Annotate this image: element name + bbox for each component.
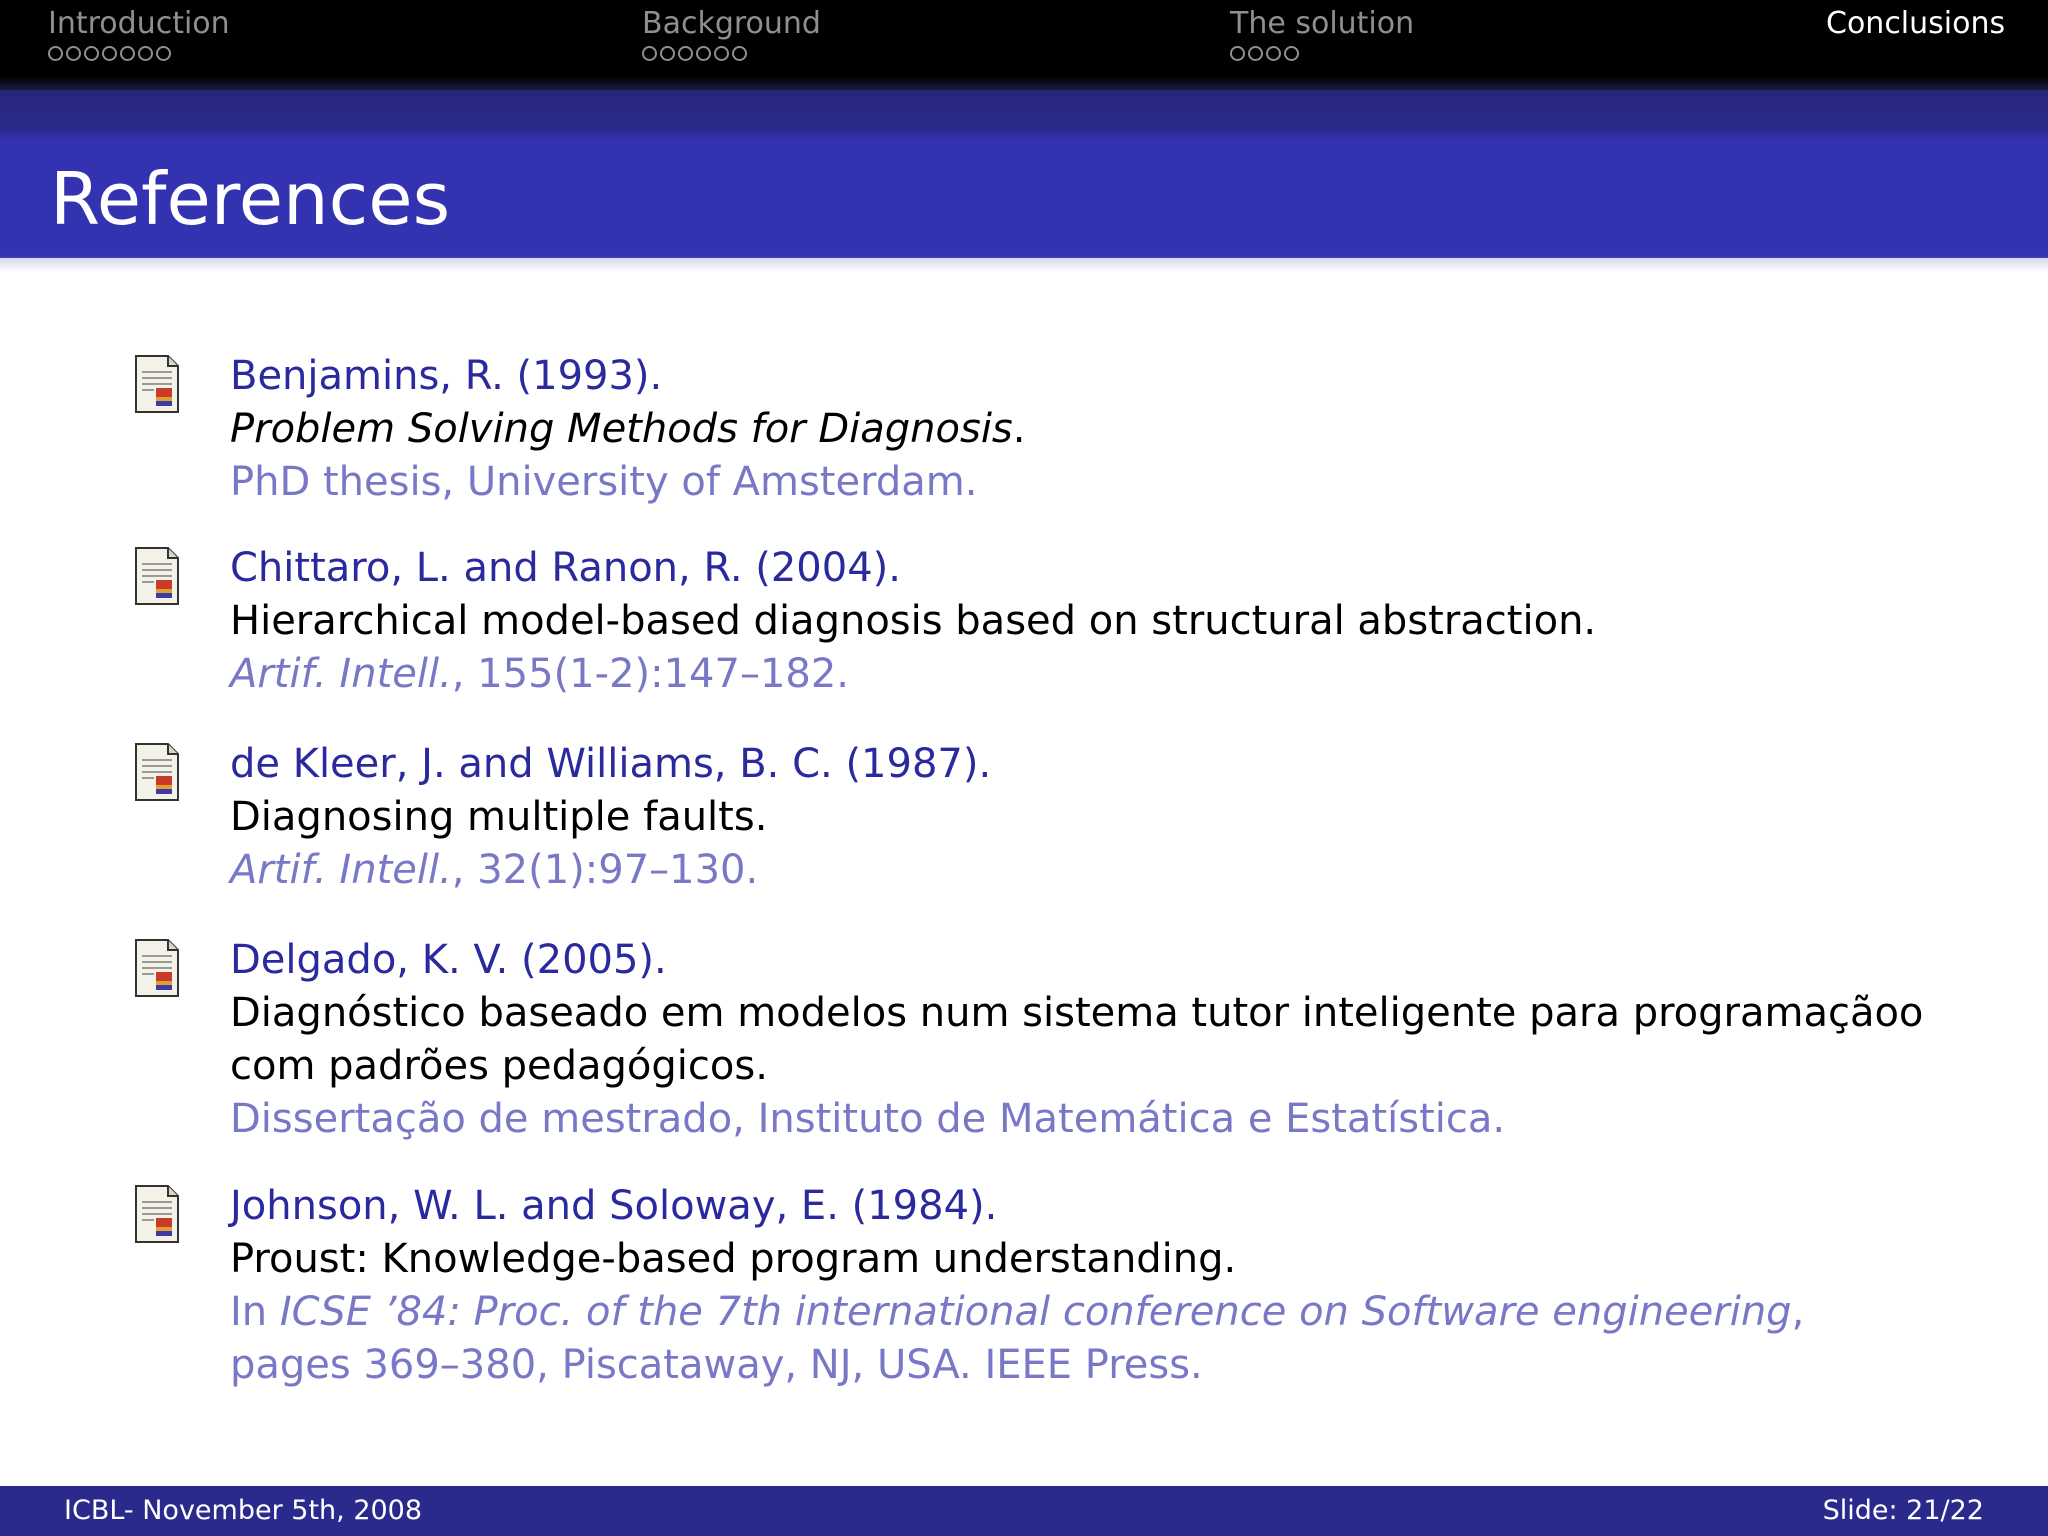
reference-authors: Delgado, K. V. (2005). <box>230 937 667 983</box>
nav-dot[interactable] <box>138 46 153 61</box>
footer-event-date: ICBL- November 5th, 2008 <box>64 1495 423 1526</box>
nav-label[interactable]: Background <box>642 6 821 41</box>
nav-section-background[interactable] <box>642 4 821 61</box>
nav-label[interactable]: Introduction <box>48 6 230 41</box>
footer-slide-number: Slide: 21/22 <box>1822 1495 1984 1526</box>
nav-label[interactable]: Conclusions <box>1826 6 2006 41</box>
nav-dot[interactable] <box>696 46 711 61</box>
reference-publication: Dissertação de mestrado, Instituto de Matemática e Estatística. <box>230 1096 1506 1142</box>
nav-dot[interactable] <box>120 46 135 61</box>
reference-publication <box>230 844 1930 897</box>
nav-dots <box>642 46 821 61</box>
reference-body <box>230 934 1930 1146</box>
reference-body <box>230 542 1930 701</box>
reference-publication <box>230 648 1930 701</box>
article-document-icon <box>134 1184 180 1244</box>
reference-publication-prefix: In <box>230 1289 280 1335</box>
reference-volume-pages: , 155(1-2):147–182. <box>451 651 850 697</box>
nav-dot[interactable] <box>678 46 693 61</box>
reference-authors: Johnson, W. L. and Soloway, E. (1984). <box>230 1183 998 1229</box>
nav-dot[interactable] <box>642 46 657 61</box>
reference-title: Diagnóstico baseado em modelos num sistema tutor inteligente para programaçãoo <box>230 990 1924 1036</box>
nav-section-conclusions[interactable] <box>1826 4 2005 44</box>
reference-authors: Benjamins, R. (1993). <box>230 353 663 399</box>
reference-title: Diagnosing multiple faults. <box>230 794 768 840</box>
footer-bar <box>0 1486 2048 1536</box>
nav-dot[interactable] <box>1266 46 1281 61</box>
nav-dot[interactable] <box>1230 46 1245 61</box>
reference-body <box>230 350 1930 509</box>
reference-publication-line2: pages 369–380, Piscataway, NJ, USA. IEEE Press. <box>230 1342 1203 1388</box>
reference-journal: Artif. Intell. <box>230 847 452 893</box>
article-document-icon <box>134 938 180 998</box>
title-bar <box>0 90 2048 268</box>
nav-dots <box>48 46 230 61</box>
reference-title-line2: com padrões pedagógicos. <box>230 1043 768 1089</box>
nav-dot[interactable] <box>732 46 747 61</box>
reference-publication: PhD thesis, University of Amsterdam. <box>230 459 978 505</box>
nav-dot[interactable] <box>66 46 81 61</box>
reference-title-italic: Problem Solving Methods for Diagnosis <box>230 406 1013 452</box>
article-document-icon <box>134 354 180 414</box>
article-document-icon <box>134 546 180 606</box>
reference-body <box>230 738 1930 897</box>
nav-section-introduction[interactable] <box>48 4 230 61</box>
slide-title: References <box>50 157 451 241</box>
nav-dot[interactable] <box>660 46 675 61</box>
nav-dot[interactable] <box>156 46 171 61</box>
nav-section-the-solution[interactable] <box>1230 4 1414 61</box>
reference-proceedings: ICSE ’84: Proc. of the 7th international conference on Software engineering <box>279 1289 1792 1335</box>
nav-dot[interactable] <box>84 46 99 61</box>
reference-journal: Artif. Intell. <box>230 651 452 697</box>
reference-publication <box>230 1286 1930 1339</box>
article-document-icon <box>134 742 180 802</box>
reference-authors: Chittaro, L. and Ranon, R. (2004). <box>230 545 901 591</box>
nav-dot[interactable] <box>48 46 63 61</box>
reference-body <box>230 1180 1930 1392</box>
nav-dot[interactable] <box>714 46 729 61</box>
navigation-bar <box>0 0 2048 90</box>
reference-title: Proust: Knowledge-based program understanding. <box>230 1236 1237 1282</box>
reference-volume-pages: , 32(1):97–130. <box>451 847 759 893</box>
reference-publication-suffix: , <box>1791 1289 1805 1335</box>
nav-label[interactable]: The solution <box>1230 6 1415 41</box>
nav-dot[interactable] <box>1284 46 1299 61</box>
reference-title <box>230 403 1930 456</box>
reference-title-suffix: . <box>1012 406 1026 452</box>
nav-dot[interactable] <box>102 46 117 61</box>
reference-title: Hierarchical model-based diagnosis based on structural abstraction. <box>230 598 1597 644</box>
reference-authors: de Kleer, J. and Williams, B. C. (1987). <box>230 741 992 787</box>
nav-dots <box>1230 46 1414 61</box>
title-shadow <box>0 258 2048 272</box>
nav-dot[interactable] <box>1248 46 1263 61</box>
